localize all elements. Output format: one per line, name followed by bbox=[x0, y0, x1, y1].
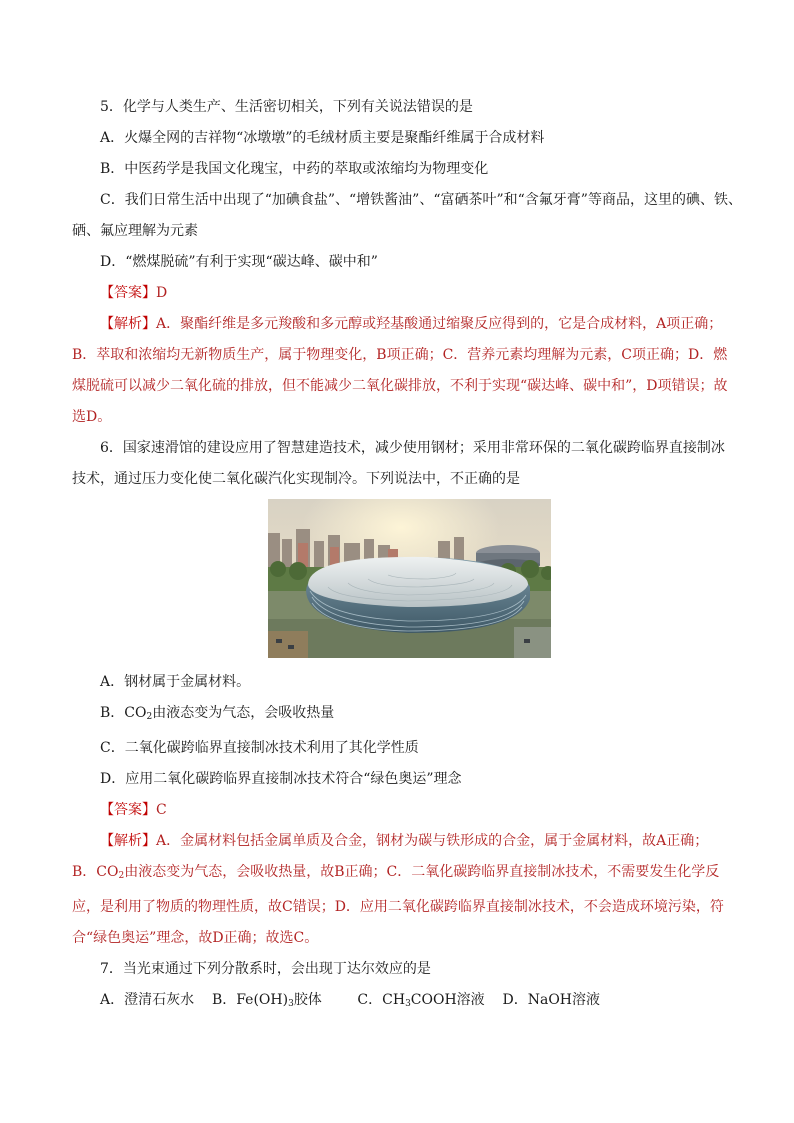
analysis-tag: 【解析】 bbox=[100, 833, 156, 849]
option-b-prefix: B．CO bbox=[100, 705, 147, 721]
figure-container bbox=[72, 495, 724, 667]
question-6-analysis-line2 bbox=[72, 857, 724, 892]
question-6-option-d: D．应用二氧化碳跨临界直接制冰技术符合“绿色奥运”理念 bbox=[100, 771, 462, 787]
question-7-option-a: A．澄清石灰水 bbox=[100, 992, 195, 1008]
question-5-analysis-line3: 煤脱硫可以减少二氧化硫的排放，但不能减少二氧化碳排放，不利于实现“碳达峰、碳中和”，D项错误；故 bbox=[72, 378, 728, 394]
speed-skating-oval-photo bbox=[268, 499, 551, 658]
question-5-option-d: D．“燃煤脱硫”有利于实现“碳达峰、碳中和” bbox=[100, 254, 378, 270]
option-c-subscript: 3 bbox=[405, 999, 411, 1009]
option-b-text: 胶体 bbox=[293, 992, 322, 1008]
question-5-analysis-line1 bbox=[72, 309, 724, 340]
question-5-option-b: B．中医药学是我国文化瑰宝，中药的萃取或浓缩均为物理变化 bbox=[100, 161, 489, 177]
question-5-option-c-line2: 硒、氟应理解为元素 bbox=[72, 223, 198, 239]
answer-value: D bbox=[156, 285, 168, 301]
question-6-stem-line2: 技术，通过压力变化使二氧化碳汽化实现制冷。下列说法中，不正确的是 bbox=[72, 471, 520, 487]
question-7-option-b bbox=[212, 992, 322, 1008]
question-6-analysis-line1 bbox=[72, 826, 724, 857]
answer-tag: 【答案】 bbox=[100, 802, 156, 818]
analysis-text: 由液态变为气态，会吸收热量，故B正确；C．二氧化碳跨临界直接制冰技术，不需要发生化学反 bbox=[124, 864, 720, 880]
answer-tag: 【答案】 bbox=[100, 285, 156, 301]
question-6-option-a: A．钢材属于金属材料。 bbox=[100, 674, 251, 690]
analysis-tag: 【解析】 bbox=[100, 316, 156, 332]
question-5-answer bbox=[72, 278, 724, 309]
question-5-option-c-line1: C．我们日常生活中出现了“加碘食盐”、“增铁酱油”、“富硒茶叶”和“含氟牙膏”等商品，这里的碘、铁、 bbox=[100, 192, 742, 208]
question-7-options bbox=[72, 985, 724, 1020]
analysis-prefix: B．CO bbox=[72, 864, 119, 880]
question-5-stem: 5．化学与人类生产、生活密切相关，下列有关说法错误的是 bbox=[100, 99, 473, 115]
question-6-analysis-line4: 合“绿色奥运”理念，故D正确；故选C。 bbox=[72, 930, 319, 946]
question-7-option-d: D．NaOH溶液 bbox=[502, 992, 601, 1008]
option-c-prefix: C．CH bbox=[357, 992, 406, 1008]
question-6-option-c: C．二氧化碳跨临界直接制冰技术利用了其化学性质 bbox=[100, 740, 419, 756]
question-5-analysis-line2: B．萃取和浓缩均无新物质生产，属于物理变化，B项正确；C．营养元素均理解为元素，C项正确；D．燃 bbox=[72, 347, 728, 363]
option-c-text: COOH溶液 bbox=[410, 992, 485, 1008]
answer-value: C bbox=[156, 802, 167, 818]
option-b-text: 由液态变为气态，会吸收热量 bbox=[152, 705, 335, 721]
question-6-analysis-line3: 应，是利用了物质的物理性质，故C错误；D．应用二氧化碳跨临界直接制冰技术，不会造成环境污染，符 bbox=[72, 899, 724, 915]
question-6-stem-line1: 6．国家速滑馆的建设应用了智慧建造技术，减少使用钢材；采用非常环保的二氧化碳跨临界直接制冰 bbox=[100, 440, 725, 456]
question-5-analysis-line4: 选D。 bbox=[72, 409, 112, 425]
document-page bbox=[72, 92, 742, 1020]
option-b-subscript: 2 bbox=[146, 712, 153, 722]
option-b-prefix: B．Fe(OH) bbox=[211, 992, 289, 1008]
question-7-option-c bbox=[357, 992, 484, 1008]
option-b-subscript: 3 bbox=[288, 999, 294, 1009]
question-5-option-a: A．火爆全网的吉祥物“冰墩墩”的毛绒材质主要是聚酯纤维属于合成材料 bbox=[100, 130, 545, 146]
question-6-answer bbox=[72, 795, 724, 826]
question-7-stem: 7．当光束通过下列分散系时，会出现丁达尔效应的是 bbox=[100, 961, 431, 977]
analysis-text: A．金属材料包括金属单质及合金，钢材为碳与铁形成的合金，属于金属材料，故A正确； bbox=[156, 833, 709, 849]
analysis-subscript: 2 bbox=[118, 871, 125, 881]
question-6-option-b bbox=[72, 698, 724, 733]
stadium-illustration bbox=[268, 499, 551, 658]
analysis-text: A．聚酯纤维是多元羧酸和多元醇或羟基酸通过缩聚反应得到的，它是合成材料，A项正确； bbox=[156, 316, 723, 332]
